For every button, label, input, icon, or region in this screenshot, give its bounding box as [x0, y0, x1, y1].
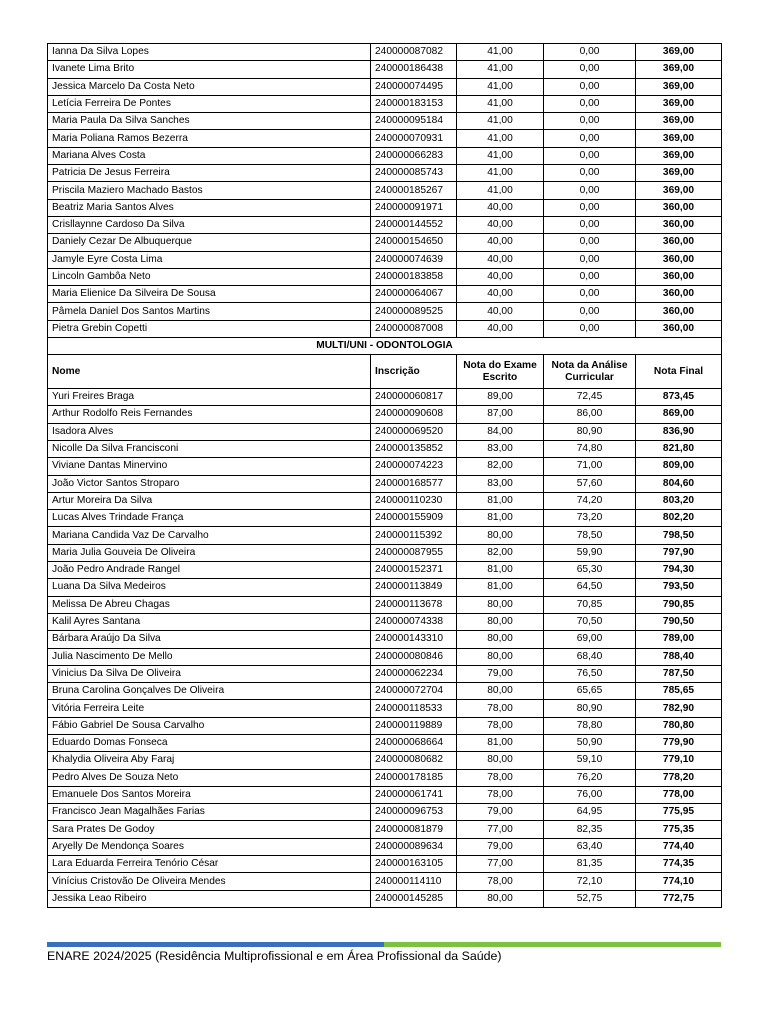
cell-nota-exame: 80,00	[457, 683, 544, 700]
header-nota-final: Nota Final	[636, 355, 722, 389]
cell-nota-exame: 41,00	[457, 44, 544, 61]
cell-nota-final: 797,90	[636, 544, 722, 561]
table-row	[48, 492, 722, 509]
table-row	[48, 527, 722, 544]
cell-nota-analise: 64,50	[544, 579, 636, 596]
table-row	[48, 786, 722, 803]
cell-nota-exame: 82,00	[457, 544, 544, 561]
table-row	[48, 683, 722, 700]
cell-nota-analise: 0,00	[544, 44, 636, 61]
table-row	[48, 147, 722, 164]
cell-inscricao: 240000091971	[371, 199, 457, 216]
cell-nota-exame: 41,00	[457, 95, 544, 112]
table-row	[48, 613, 722, 630]
cell-inscricao: 240000089634	[371, 838, 457, 855]
table-row	[48, 734, 722, 751]
cell-nota-final: 360,00	[636, 286, 722, 303]
cell-nota-final: 360,00	[636, 234, 722, 251]
cell-inscricao: 240000143310	[371, 631, 457, 648]
cell-nota-final: 778,20	[636, 769, 722, 786]
cell-nota-final: 369,00	[636, 95, 722, 112]
cell-nome: Beatriz Maria Santos Alves	[48, 199, 371, 216]
cell-nome: Ivanete Lima Brito	[48, 61, 371, 78]
cell-nome: Emanuele Dos Santos Moreira	[48, 786, 371, 803]
cell-nome: Maria Julia Gouveia De Oliveira	[48, 544, 371, 561]
cell-inscricao: 240000144552	[371, 216, 457, 233]
table-row	[48, 251, 722, 268]
cell-nota-analise: 52,75	[544, 890, 636, 907]
cell-nome: Khalydia Oliveira Aby Faraj	[48, 752, 371, 769]
cell-nome: Viviane Dantas Minervino	[48, 458, 371, 475]
cell-inscricao: 240000064067	[371, 286, 457, 303]
cell-nota-exame: 77,00	[457, 856, 544, 873]
cell-nome: Maria Elienice Da Silveira De Sousa	[48, 286, 371, 303]
cell-nota-exame: 80,00	[457, 527, 544, 544]
cell-nota-analise: 0,00	[544, 234, 636, 251]
cell-nota-exame: 78,00	[457, 873, 544, 890]
cell-nota-exame: 78,00	[457, 700, 544, 717]
cell-nota-final: 369,00	[636, 130, 722, 147]
cell-inscricao: 240000186438	[371, 61, 457, 78]
table-row	[48, 389, 722, 406]
cell-inscricao: 240000185267	[371, 182, 457, 199]
cell-nota-final: 772,75	[636, 890, 722, 907]
cell-nota-analise: 72,45	[544, 389, 636, 406]
cell-nota-final: 360,00	[636, 268, 722, 285]
cell-nome: Eduardo Domas Fonseca	[48, 734, 371, 751]
cell-nome: João Victor Santos Stroparo	[48, 475, 371, 492]
cell-nota-analise: 71,00	[544, 458, 636, 475]
cell-nota-exame: 80,00	[457, 631, 544, 648]
cell-nota-analise: 59,90	[544, 544, 636, 561]
column-header-row	[48, 355, 722, 389]
cell-nota-analise: 0,00	[544, 320, 636, 337]
cell-nome: Julia Nascimento De Mello	[48, 648, 371, 665]
cell-nome: Francisco Jean Magalhães Farias	[48, 804, 371, 821]
cell-nota-analise: 0,00	[544, 165, 636, 182]
cell-nota-final: 369,00	[636, 44, 722, 61]
section1-rows	[48, 44, 722, 338]
cell-nome: Pietra Grebin Copetti	[48, 320, 371, 337]
cell-nota-analise: 82,35	[544, 821, 636, 838]
cell-nota-final: 360,00	[636, 199, 722, 216]
cell-nota-final: 873,45	[636, 389, 722, 406]
cell-inscricao: 240000066283	[371, 147, 457, 164]
cell-nome: Priscila Maziero Machado Bastos	[48, 182, 371, 199]
cell-nota-analise: 76,00	[544, 786, 636, 803]
cell-nome: Patricia De Jesus Ferreira	[48, 165, 371, 182]
table-row	[48, 665, 722, 682]
cell-nome: Arthur Rodolfo Reis Fernandes	[48, 406, 371, 423]
cell-nota-analise: 0,00	[544, 130, 636, 147]
table-row	[48, 856, 722, 873]
cell-nota-analise: 50,90	[544, 734, 636, 751]
cell-nota-exame: 77,00	[457, 821, 544, 838]
table-row	[48, 216, 722, 233]
results-table	[47, 43, 722, 908]
cell-nota-final: 369,00	[636, 182, 722, 199]
cell-nota-exame: 79,00	[457, 838, 544, 855]
table-row	[48, 286, 722, 303]
cell-inscricao: 240000062234	[371, 665, 457, 682]
cell-inscricao: 240000135852	[371, 440, 457, 457]
cell-nota-final: 774,35	[636, 856, 722, 873]
cell-nota-analise: 81,35	[544, 856, 636, 873]
cell-nome: Yuri Freires Braga	[48, 389, 371, 406]
cell-nota-final: 790,50	[636, 613, 722, 630]
cell-nota-exame: 82,00	[457, 458, 544, 475]
cell-nome: Isadora Alves	[48, 423, 371, 440]
cell-nota-final: 775,95	[636, 804, 722, 821]
footer-bar-blue	[47, 942, 384, 947]
cell-nota-final: 836,90	[636, 423, 722, 440]
cell-inscricao: 240000081879	[371, 821, 457, 838]
table-row	[48, 821, 722, 838]
cell-nota-final: 778,00	[636, 786, 722, 803]
cell-nome: Mariana Candida Vaz De Carvalho	[48, 527, 371, 544]
cell-inscricao: 240000096753	[371, 804, 457, 821]
cell-nota-analise: 74,80	[544, 440, 636, 457]
table-row	[48, 113, 722, 130]
table-row	[48, 648, 722, 665]
cell-nota-exame: 41,00	[457, 147, 544, 164]
table-row	[48, 406, 722, 423]
cell-inscricao: 240000113849	[371, 579, 457, 596]
table-row	[48, 320, 722, 337]
cell-inscricao: 240000074223	[371, 458, 457, 475]
cell-nota-analise: 68,40	[544, 648, 636, 665]
table-row	[48, 95, 722, 112]
cell-nota-analise: 0,00	[544, 199, 636, 216]
cell-nota-final: 793,50	[636, 579, 722, 596]
cell-nome: Lincoln Gambôa Neto	[48, 268, 371, 285]
cell-nota-final: 804,60	[636, 475, 722, 492]
footer-text: ENARE 2024/2025 (Residência Multiprofissional e em Área Profissional da Saúde)	[47, 949, 502, 963]
cell-nota-analise: 80,90	[544, 423, 636, 440]
cell-nome: Artur Moreira Da Silva	[48, 492, 371, 509]
table-row	[48, 544, 722, 561]
cell-nota-final: 774,10	[636, 873, 722, 890]
cell-inscricao: 240000152371	[371, 562, 457, 579]
cell-nome: Ianna Da Silva Lopes	[48, 44, 371, 61]
cell-nome: Lara Eduarda Ferreira Tenório César	[48, 856, 371, 873]
cell-nota-analise: 65,30	[544, 562, 636, 579]
cell-inscricao: 240000119889	[371, 717, 457, 734]
cell-inscricao: 240000060817	[371, 389, 457, 406]
cell-nota-exame: 40,00	[457, 199, 544, 216]
cell-nota-analise: 78,50	[544, 527, 636, 544]
table-row	[48, 182, 722, 199]
section-title-row	[48, 338, 722, 355]
cell-inscricao: 240000068664	[371, 734, 457, 751]
table-row	[48, 234, 722, 251]
cell-inscricao: 240000087008	[371, 320, 457, 337]
cell-inscricao: 240000090608	[371, 406, 457, 423]
cell-nota-analise: 70,85	[544, 596, 636, 613]
cell-nota-exame: 41,00	[457, 113, 544, 130]
table-row	[48, 769, 722, 786]
cell-nota-final: 794,30	[636, 562, 722, 579]
cell-nota-exame: 80,00	[457, 890, 544, 907]
section2-heading	[48, 338, 722, 389]
table-row	[48, 61, 722, 78]
cell-nota-analise: 0,00	[544, 113, 636, 130]
table-row	[48, 165, 722, 182]
cell-nome: Pedro Alves De Souza Neto	[48, 769, 371, 786]
cell-inscricao: 240000089525	[371, 303, 457, 320]
cell-inscricao: 240000085743	[371, 165, 457, 182]
cell-nota-analise: 0,00	[544, 95, 636, 112]
cell-nota-analise: 80,90	[544, 700, 636, 717]
cell-nota-exame: 79,00	[457, 665, 544, 682]
cell-inscricao: 240000178185	[371, 769, 457, 786]
cell-inscricao: 240000072704	[371, 683, 457, 700]
cell-nota-final: 369,00	[636, 78, 722, 95]
cell-nota-final: 821,80	[636, 440, 722, 457]
cell-nota-analise: 78,80	[544, 717, 636, 734]
cell-inscricao: 240000087955	[371, 544, 457, 561]
cell-nota-final: 785,65	[636, 683, 722, 700]
cell-inscricao: 240000080846	[371, 648, 457, 665]
cell-nota-exame: 40,00	[457, 303, 544, 320]
cell-inscricao: 240000074338	[371, 613, 457, 630]
cell-nome: Fábio Gabriel De Sousa Carvalho	[48, 717, 371, 734]
cell-nota-exame: 78,00	[457, 786, 544, 803]
cell-nota-exame: 41,00	[457, 130, 544, 147]
table-row	[48, 78, 722, 95]
table-row	[48, 510, 722, 527]
cell-nota-final: 789,00	[636, 631, 722, 648]
cell-nota-exame: 84,00	[457, 423, 544, 440]
cell-nome: Bruna Carolina Gonçalves De Oliveira	[48, 683, 371, 700]
cell-nota-exame: 40,00	[457, 234, 544, 251]
header-nota-analise: Nota da Análise Curricular	[544, 355, 636, 389]
cell-nota-exame: 78,00	[457, 717, 544, 734]
cell-nota-exame: 80,00	[457, 648, 544, 665]
cell-nome: Sara Prates De Godoy	[48, 821, 371, 838]
cell-nota-analise: 59,10	[544, 752, 636, 769]
cell-nota-analise: 73,20	[544, 510, 636, 527]
cell-nota-final: 369,00	[636, 61, 722, 78]
cell-nome: Vitória Ferreira Leite	[48, 700, 371, 717]
header-nota-exame: Nota do Exame Escrito	[457, 355, 544, 389]
cell-nota-exame: 81,00	[457, 579, 544, 596]
cell-nota-final: 803,20	[636, 492, 722, 509]
cell-nota-final: 802,20	[636, 510, 722, 527]
cell-nota-analise: 0,00	[544, 268, 636, 285]
table-row	[48, 890, 722, 907]
table-row	[48, 423, 722, 440]
cell-nota-analise: 69,00	[544, 631, 636, 648]
cell-inscricao: 240000087082	[371, 44, 457, 61]
cell-nota-exame: 40,00	[457, 268, 544, 285]
cell-nota-exame: 40,00	[457, 216, 544, 233]
cell-nota-final: 798,50	[636, 527, 722, 544]
cell-nome: Aryelly De Mendonça Soares	[48, 838, 371, 855]
table-row	[48, 44, 722, 61]
cell-nota-analise: 0,00	[544, 286, 636, 303]
cell-nome: Mariana Alves Costa	[48, 147, 371, 164]
cell-nota-exame: 40,00	[457, 286, 544, 303]
cell-nome: Vinícius Cristovão De Oliveira Mendes	[48, 873, 371, 890]
cell-nota-final: 809,00	[636, 458, 722, 475]
cell-inscricao: 240000074639	[371, 251, 457, 268]
cell-nome: Vinicius Da Silva De Oliveira	[48, 665, 371, 682]
table-row	[48, 631, 722, 648]
cell-inscricao: 240000110230	[371, 492, 457, 509]
table-row	[48, 440, 722, 457]
table-row	[48, 700, 722, 717]
cell-inscricao: 240000070931	[371, 130, 457, 147]
cell-nota-analise: 86,00	[544, 406, 636, 423]
cell-inscricao: 240000168577	[371, 475, 457, 492]
cell-nota-final: 360,00	[636, 251, 722, 268]
table-row	[48, 199, 722, 216]
footer-color-bar	[47, 942, 721, 947]
cell-nota-exame: 79,00	[457, 804, 544, 821]
cell-nota-exame: 80,00	[457, 752, 544, 769]
cell-inscricao: 240000155909	[371, 510, 457, 527]
cell-nota-exame: 78,00	[457, 769, 544, 786]
cell-nota-exame: 41,00	[457, 165, 544, 182]
cell-nota-exame: 89,00	[457, 389, 544, 406]
cell-nota-analise: 74,20	[544, 492, 636, 509]
cell-nota-exame: 81,00	[457, 492, 544, 509]
cell-nota-final: 788,40	[636, 648, 722, 665]
cell-nota-analise: 76,50	[544, 665, 636, 682]
cell-nota-analise: 0,00	[544, 216, 636, 233]
cell-nome: Luana Da Silva Medeiros	[48, 579, 371, 596]
cell-nome: Bárbara Araújo Da Silva	[48, 631, 371, 648]
table-row	[48, 130, 722, 147]
cell-nota-analise: 70,50	[544, 613, 636, 630]
cell-inscricao: 240000095184	[371, 113, 457, 130]
cell-nota-exame: 41,00	[457, 182, 544, 199]
cell-nota-final: 369,00	[636, 113, 722, 130]
cell-nota-final: 360,00	[636, 320, 722, 337]
cell-nome: Lucas Alves Trindade França	[48, 510, 371, 527]
cell-inscricao: 240000113678	[371, 596, 457, 613]
cell-nota-exame: 41,00	[457, 61, 544, 78]
footer-bar-green	[384, 942, 721, 947]
section2-rows	[48, 389, 722, 908]
cell-nota-final: 360,00	[636, 216, 722, 233]
cell-nota-final: 369,00	[636, 165, 722, 182]
cell-nota-analise: 57,60	[544, 475, 636, 492]
cell-nota-analise: 72,10	[544, 873, 636, 890]
cell-nota-final: 869,00	[636, 406, 722, 423]
cell-nota-final: 775,35	[636, 821, 722, 838]
cell-nota-analise: 0,00	[544, 147, 636, 164]
table-row	[48, 458, 722, 475]
table-row	[48, 303, 722, 320]
cell-inscricao: 240000074495	[371, 78, 457, 95]
cell-nome: Pâmela Daniel Dos Santos Martins	[48, 303, 371, 320]
cell-nota-final: 779,10	[636, 752, 722, 769]
cell-nome: Nicolle Da Silva Francisconi	[48, 440, 371, 457]
cell-nota-final: 774,40	[636, 838, 722, 855]
table-row	[48, 475, 722, 492]
cell-nota-final: 779,90	[636, 734, 722, 751]
cell-inscricao: 240000114110	[371, 873, 457, 890]
cell-nome: Jessika Leao Ribeiro	[48, 890, 371, 907]
cell-inscricao: 240000154650	[371, 234, 457, 251]
cell-nota-exame: 81,00	[457, 562, 544, 579]
header-inscricao: Inscrição	[371, 355, 457, 389]
table-row	[48, 579, 722, 596]
cell-nota-final: 780,80	[636, 717, 722, 734]
cell-inscricao: 240000183858	[371, 268, 457, 285]
cell-inscricao: 240000118533	[371, 700, 457, 717]
cell-inscricao: 240000145285	[371, 890, 457, 907]
cell-nome: Maria Paula Da Silva Sanches	[48, 113, 371, 130]
header-nome: Nome	[48, 355, 371, 389]
cell-nota-analise: 76,20	[544, 769, 636, 786]
cell-nota-analise: 0,00	[544, 182, 636, 199]
cell-nota-analise: 0,00	[544, 78, 636, 95]
cell-inscricao: 240000115392	[371, 527, 457, 544]
table-row	[48, 838, 722, 855]
cell-nome: João Pedro Andrade Rangel	[48, 562, 371, 579]
cell-nota-exame: 40,00	[457, 251, 544, 268]
cell-nota-final: 790,85	[636, 596, 722, 613]
table-row	[48, 268, 722, 285]
cell-nota-exame: 80,00	[457, 613, 544, 630]
section-title: MULTI/UNI - ODONTOLOGIA	[48, 338, 722, 355]
cell-nota-final: 787,50	[636, 665, 722, 682]
cell-nome: Kalil Ayres Santana	[48, 613, 371, 630]
cell-nome: Jamyle Eyre Costa Lima	[48, 251, 371, 268]
cell-nota-analise: 65,65	[544, 683, 636, 700]
cell-nome: Melissa De Abreu Chagas	[48, 596, 371, 613]
cell-nota-exame: 83,00	[457, 475, 544, 492]
cell-nota-final: 782,90	[636, 700, 722, 717]
cell-nome: Letícia Ferreira De Pontes	[48, 95, 371, 112]
cell-nota-exame: 41,00	[457, 78, 544, 95]
cell-nota-analise: 64,95	[544, 804, 636, 821]
table-row	[48, 562, 722, 579]
cell-nota-final: 360,00	[636, 303, 722, 320]
cell-nome: Jessica Marcelo Da Costa Neto	[48, 78, 371, 95]
cell-nota-exame: 40,00	[457, 320, 544, 337]
cell-inscricao: 240000061741	[371, 786, 457, 803]
cell-nota-exame: 81,00	[457, 510, 544, 527]
table-row	[48, 752, 722, 769]
table-row	[48, 804, 722, 821]
table-row	[48, 596, 722, 613]
cell-nota-analise: 0,00	[544, 251, 636, 268]
cell-nome: Maria Poliana Ramos Bezerra	[48, 130, 371, 147]
cell-nota-analise: 63,40	[544, 838, 636, 855]
cell-inscricao: 240000069520	[371, 423, 457, 440]
cell-inscricao: 240000183153	[371, 95, 457, 112]
cell-nota-exame: 80,00	[457, 596, 544, 613]
cell-nota-exame: 81,00	[457, 734, 544, 751]
cell-nota-analise: 0,00	[544, 303, 636, 320]
cell-nota-exame: 87,00	[457, 406, 544, 423]
cell-nota-final: 369,00	[636, 147, 722, 164]
cell-nota-exame: 83,00	[457, 440, 544, 457]
table-row	[48, 717, 722, 734]
cell-nome: Daniely Cezar De Albuquerque	[48, 234, 371, 251]
cell-nota-analise: 0,00	[544, 61, 636, 78]
table-row	[48, 873, 722, 890]
cell-inscricao: 240000163105	[371, 856, 457, 873]
cell-inscricao: 240000080682	[371, 752, 457, 769]
cell-nome: Crisllaynne Cardoso Da Silva	[48, 216, 371, 233]
